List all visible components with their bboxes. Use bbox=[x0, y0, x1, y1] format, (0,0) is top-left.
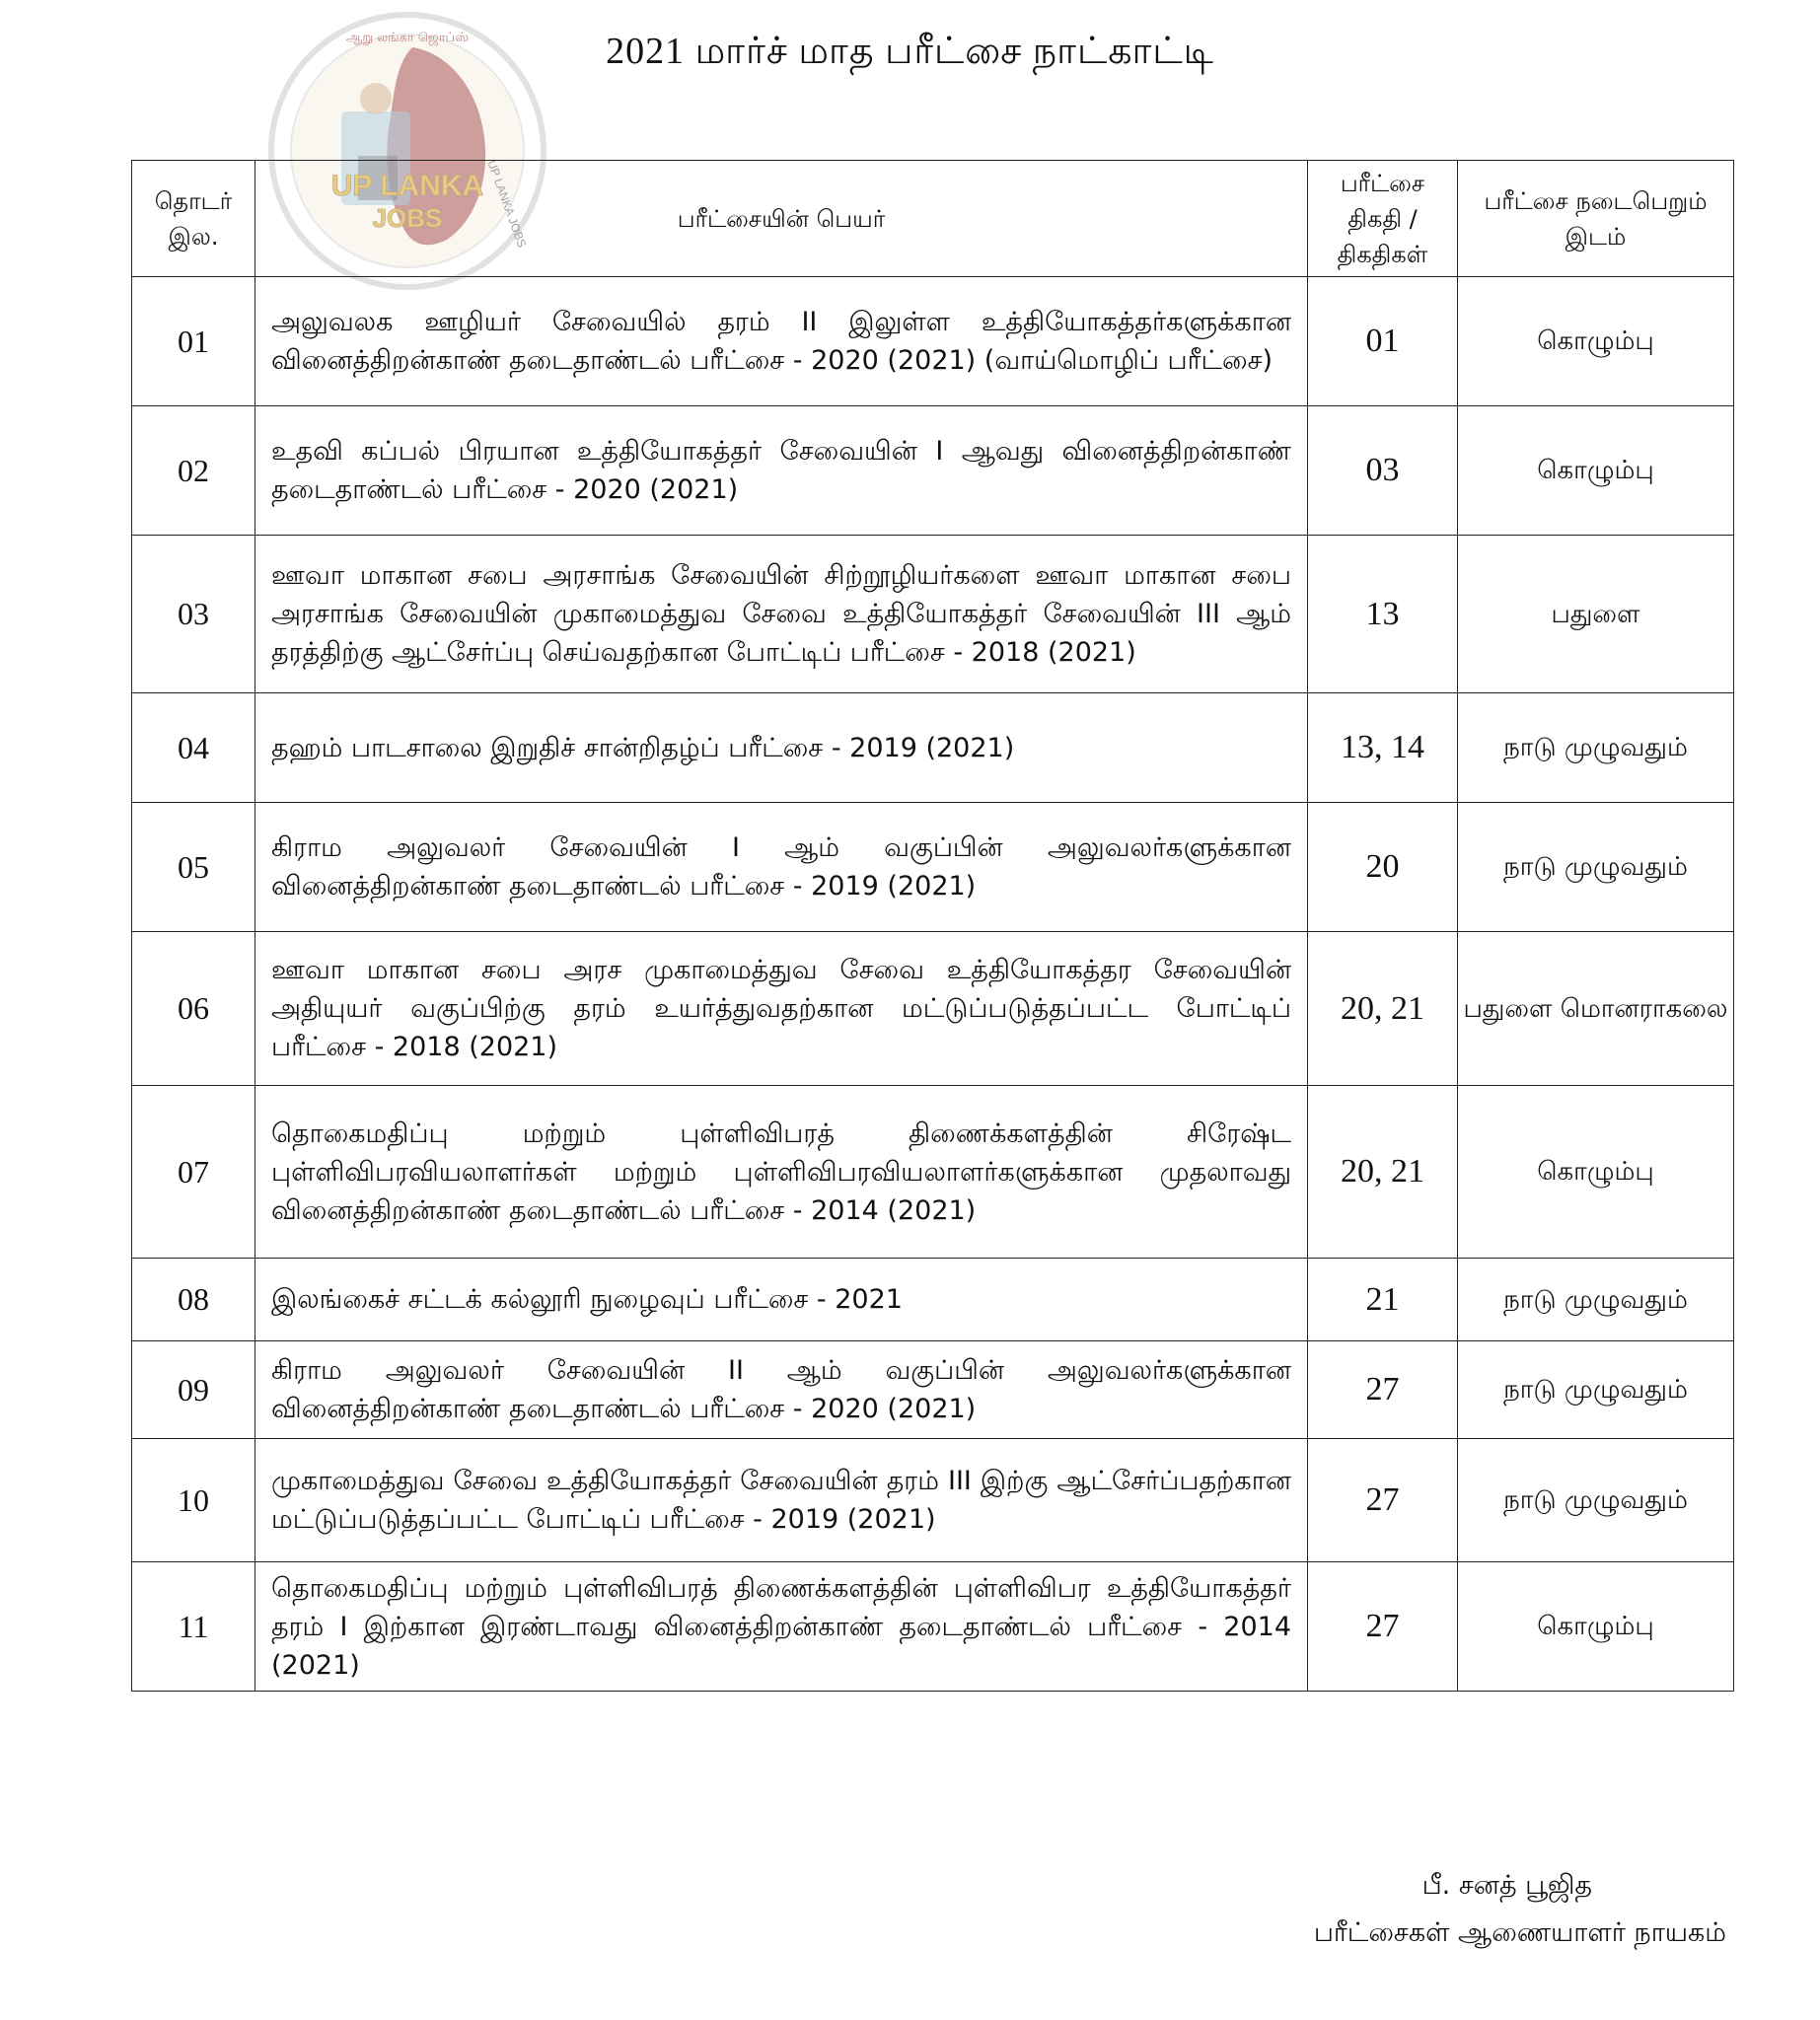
row-exam-venue: நாடு முழுவதும் bbox=[1458, 1439, 1734, 1562]
table-row bbox=[132, 1439, 1734, 1562]
row-exam-dates: 13 bbox=[1308, 536, 1458, 693]
row-exam-dates: 20 bbox=[1308, 803, 1458, 932]
row-exam-name: அலுவலக ஊழியர் சேவையில் தரம் II இலுள்ள உத்தியோகத்தர்களுக்கான வினைத்திறன்காண் தடைதாண்டல் பரீட்சை - 2020 (2021) (வாய்மொழிப் பரீட்சை) bbox=[255, 277, 1308, 406]
row-exam-venue: நாடு முழுவதும் bbox=[1458, 803, 1734, 932]
table-row bbox=[132, 277, 1734, 406]
signature-block bbox=[1314, 1862, 1726, 1957]
row-exam-dates: 27 bbox=[1308, 1341, 1458, 1439]
watermark-brand-line1: UP LANKA bbox=[330, 170, 484, 202]
row-exam-venue: நாடு முழுவதும் bbox=[1458, 693, 1734, 803]
row-serial: 07 bbox=[132, 1086, 255, 1259]
row-serial: 08 bbox=[132, 1259, 255, 1341]
row-serial: 05 bbox=[132, 803, 255, 932]
row-exam-venue: நாடு முழுவதும் bbox=[1458, 1259, 1734, 1341]
row-exam-venue: கொழும்பு bbox=[1458, 1086, 1734, 1259]
row-exam-name: ஊவா மாகான சபை அரச முகாமைத்துவ சேவை உத்தியோகத்தர சேவையின் அதியுயர் வகுப்பிற்கு தரம் உயர்த்துவதற்கான மட்டுப்படுத்தப்பட்ட போட்டிப் பரீட்சை - 2018 (2021) bbox=[255, 932, 1308, 1086]
row-serial: 10 bbox=[132, 1439, 255, 1562]
row-exam-name: உதவி கப்பல் பிரயான உத்தியோகத்தர் சேவையின் I ஆவது வினைத்திறன்காண் தடைதாண்டல் பரீட்சை - 2020 (2021) bbox=[255, 406, 1308, 536]
row-serial: 02 bbox=[132, 406, 255, 536]
header-exam-dates: பரீட்சை திகதி / திகதிகள் bbox=[1308, 161, 1458, 277]
signatory-name: பீ. சனத் பூஜித bbox=[1421, 1870, 1592, 1901]
table-row bbox=[132, 1341, 1734, 1439]
row-serial: 09 bbox=[132, 1341, 255, 1439]
table-row bbox=[132, 693, 1734, 803]
row-serial: 11 bbox=[132, 1562, 255, 1692]
watermark-side-text: UP LANKA JOBS bbox=[484, 158, 530, 250]
table-row bbox=[132, 1259, 1734, 1341]
exam-schedule-table bbox=[131, 160, 1734, 1692]
row-exam-name: தொகைமதிப்பு மற்றும் புள்ளிவிபரத் திணைக்களத்தின் புள்ளிவிபர உத்தியோகத்தர் தரம் I இற்கான இரண்டாவது வினைத்திறன்காண் தடைதாண்டல் பரீட்சை - 2014 (2021) bbox=[255, 1562, 1308, 1692]
row-exam-name: கிராம அலுவலர் சேவையின் I ஆம் வகுப்பின் அலுவலர்களுக்கான வினைத்திறன்காண் தடைதாண்டல் பரீட்சை - 2019 (2021) bbox=[255, 803, 1308, 932]
row-exam-venue: கொழும்பு bbox=[1458, 1562, 1734, 1692]
row-exam-name: கிராம அலுவலர் சேவையின் II ஆம் வகுப்பின் அலுவலர்களுக்கான வினைத்திறன்காண் தடைதாண்டல் பரீட்சை - 2020 (2021) bbox=[255, 1341, 1308, 1439]
row-exam-venue: பதுளை bbox=[1458, 536, 1734, 693]
row-exam-name: முகாமைத்துவ சேவை உத்தியோகத்தர் சேவையின் தரம் III இற்கு ஆட்சேர்ப்பதற்கான மட்டுப்படுத்தப்பட்ட போட்டிப் பரீட்சை - 2019 (2021) bbox=[255, 1439, 1308, 1562]
row-exam-dates: 01 bbox=[1308, 277, 1458, 406]
row-exam-name: தஹம் பாடசாலை இறுதிச் சான்றிதழ்ப் பரீட்சை - 2019 (2021) bbox=[255, 693, 1308, 803]
header-serial: தொடர் இல. bbox=[132, 161, 255, 277]
row-exam-dates: 27 bbox=[1308, 1439, 1458, 1562]
watermark-top-text: ஆறு லங்கா ஜொப்ஸ் bbox=[345, 31, 470, 45]
row-exam-dates: 03 bbox=[1308, 406, 1458, 536]
row-serial: 03 bbox=[132, 536, 255, 693]
header-exam-venue: பரீட்சை நடைபெறும் இடம் bbox=[1458, 161, 1734, 277]
row-exam-dates: 20, 21 bbox=[1308, 932, 1458, 1086]
row-exam-venue: பதுளை மொனராகலை bbox=[1458, 932, 1734, 1086]
row-exam-dates: 20, 21 bbox=[1308, 1086, 1458, 1259]
header-exam-name: பரீட்சையின் பெயர் bbox=[255, 161, 1308, 277]
table-row bbox=[132, 406, 1734, 536]
row-exam-dates: 21 bbox=[1308, 1259, 1458, 1341]
table-row bbox=[132, 536, 1734, 693]
row-serial: 01 bbox=[132, 277, 255, 406]
row-exam-dates: 13, 14 bbox=[1308, 693, 1458, 803]
row-serial: 06 bbox=[132, 932, 255, 1086]
page-title: 2021 மார்ச் மாத பரீட்சை நாட்காட்டி bbox=[606, 31, 1214, 72]
table-row bbox=[132, 932, 1734, 1086]
table-row bbox=[132, 1086, 1734, 1259]
row-exam-dates: 27 bbox=[1308, 1562, 1458, 1692]
table-row bbox=[132, 803, 1734, 932]
watermark-brand-line2: JOBS bbox=[372, 203, 443, 233]
row-serial: 04 bbox=[132, 693, 255, 803]
table-row bbox=[132, 1562, 1734, 1692]
row-exam-venue: கொழும்பு bbox=[1458, 406, 1734, 536]
row-exam-name: ஊவா மாகான சபை அரசாங்க சேவையின் சிற்றூழியர்களை ஊவா மாகான சபை அரசாங்க சேவையின் முகாமைத்துவ சேவை உத்தியோகத்தர் சேவையின் III ஆம் தரத்திற்கு ஆட்சேர்ப்பு செய்வதற்கான போட்டிப் பரீட்சை - 2018 (2021) bbox=[255, 536, 1308, 693]
row-exam-venue: நாடு முழுவதும் bbox=[1458, 1341, 1734, 1439]
signatory-designation: பரீட்சைகள் ஆணையாளர் நாயகம் bbox=[1313, 1917, 1726, 1948]
table-header-row bbox=[132, 161, 1734, 277]
row-exam-name: இலங்கைச் சட்டக் கல்லூரி நுழைவுப் பரீட்சை - 2021 bbox=[255, 1259, 1308, 1341]
row-exam-name: தொகைமதிப்பு மற்றும் புள்ளிவிபரத் திணைக்களத்தின் சிரேஷ்ட புள்ளிவிபரவியலாளர்கள் மற்றும் புள்ளிவிபரவியலாளர்களுக்கான முதலாவது வினைத்திறன்காண் தடைதாண்டல் பரீட்சை - 2014 (2021) bbox=[255, 1086, 1308, 1259]
row-exam-venue: கொழும்பு bbox=[1458, 277, 1734, 406]
